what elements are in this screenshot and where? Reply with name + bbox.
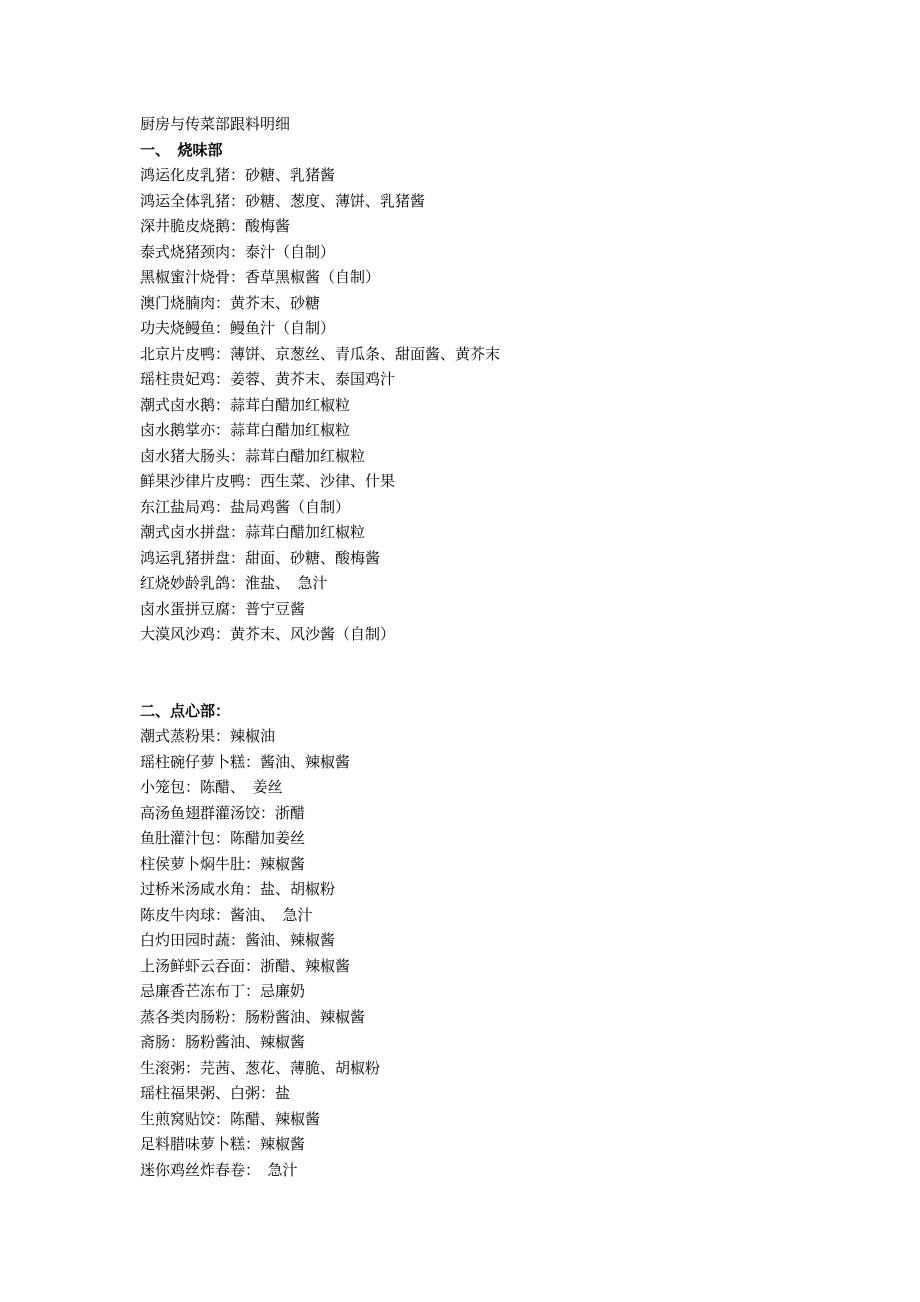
list-item: 鸿运化皮乳猪：砂糖、乳猪酱 bbox=[140, 166, 336, 184]
item-list bbox=[140, 724, 840, 1183]
list-item: 红烧妙龄乳鸽：淮盐、 急汁 bbox=[140, 574, 328, 592]
list-item: 蒸各类肉肠粉：肠粉酱油、辣椒酱 bbox=[140, 1007, 366, 1026]
list-item: 卤水蛋拼豆腐：普宁豆酱 bbox=[140, 599, 306, 618]
document-body bbox=[140, 112, 840, 1183]
list-item: 泰式烧猪颈肉：泰汁（自制） bbox=[140, 242, 336, 261]
list-item: 足料腊味萝卜糕：辣椒酱 bbox=[140, 1135, 306, 1153]
list-item: 柱侯萝卜焖牛肚：辣椒酱 bbox=[140, 854, 306, 873]
list-item: 北京片皮鸭：薄饼、京葱丝、青瓜条、甜面酱、黄芥末 bbox=[140, 344, 501, 363]
list-item: 黑椒蜜汁烧骨：香草黑椒酱（自制） bbox=[140, 268, 381, 286]
item-list bbox=[140, 163, 840, 648]
list-item: 瑶柱贵妃鸡：姜蓉、黄芥末、泰国鸡汁 bbox=[140, 370, 396, 388]
list-item: 忌廉香芒冻布丁：忌廉奶 bbox=[140, 982, 306, 1000]
list-item: 生滚粥：芫茜、葱花、薄脆、胡椒粉 bbox=[140, 1058, 381, 1077]
list-item: 潮式卤水拼盘：蒜茸白醋加红椒粒 bbox=[140, 523, 366, 541]
list-item: 潮式蒸粉果：辣椒油 bbox=[140, 727, 276, 745]
section-heading: 一、 烧味部 bbox=[140, 140, 223, 159]
list-item: 小笼包：陈醋、 姜丝 bbox=[140, 778, 283, 796]
list-item: 卤水鹅掌亦：蒜茸白醋加红椒粒 bbox=[140, 421, 351, 439]
list-item: 潮式卤水鹅：蒜茸白醋加红椒粒 bbox=[140, 395, 351, 414]
list-item: 鱼肚灌汁包：陈醋加姜丝 bbox=[140, 829, 306, 847]
list-item: 深井脆皮烧鹅：酸梅酱 bbox=[140, 217, 291, 235]
list-item: 斋肠：肠粉酱油、辣椒酱 bbox=[140, 1033, 306, 1051]
list-item: 白灼田园时蔬：酱油、辣椒酱 bbox=[140, 931, 336, 949]
list-item: 大漠风沙鸡：黄芥末、风沙酱（自制） bbox=[140, 625, 396, 643]
list-item: 瑶柱碗仔萝卜糕：酱油、辣椒酱 bbox=[140, 752, 351, 771]
section-heading: 二、点心部： bbox=[140, 701, 231, 720]
list-item: 鲜果沙律片皮鸭：西生菜、沙律、什果 bbox=[140, 472, 396, 490]
section-roast bbox=[140, 138, 840, 648]
list-item: 东江盐局鸡：盐局鸡酱（自制） bbox=[140, 497, 351, 516]
list-item: 功夫烧鳗鱼：鳗鱼汁（自制） bbox=[140, 319, 336, 337]
list-item: 迷你鸡丝炸春卷： 急汁 bbox=[140, 1160, 298, 1179]
list-item: 鸿运乳猪拼盘：甜面、砂糖、酸梅酱 bbox=[140, 548, 381, 567]
list-item: 瑶柱福果粥、白粥：盐 bbox=[140, 1084, 291, 1102]
section-dimsum bbox=[140, 699, 840, 1184]
list-item: 上汤鲜虾云吞面：浙醋、辣椒酱 bbox=[140, 956, 351, 975]
list-item: 高汤鱼翅群灌汤饺：浙醋 bbox=[140, 803, 306, 822]
list-item: 卤水猪大肠头：蒜茸白醋加红椒粒 bbox=[140, 446, 366, 465]
list-item: 陈皮牛肉球：酱油、 急汁 bbox=[140, 905, 313, 924]
section-spacer bbox=[140, 648, 840, 699]
list-item: 澳门烧腩肉：黄芥末、砂糖 bbox=[140, 293, 321, 312]
list-item: 鸿运全体乳猪：砂糖、葱度、薄饼、乳猪酱 bbox=[140, 191, 426, 210]
list-item: 过桥米汤咸水角：盐、胡椒粉 bbox=[140, 880, 336, 898]
document-title: 厨房与传菜部跟料明细 bbox=[140, 115, 291, 133]
list-item: 生煎窝贴饺：陈醋、辣椒酱 bbox=[140, 1109, 321, 1128]
